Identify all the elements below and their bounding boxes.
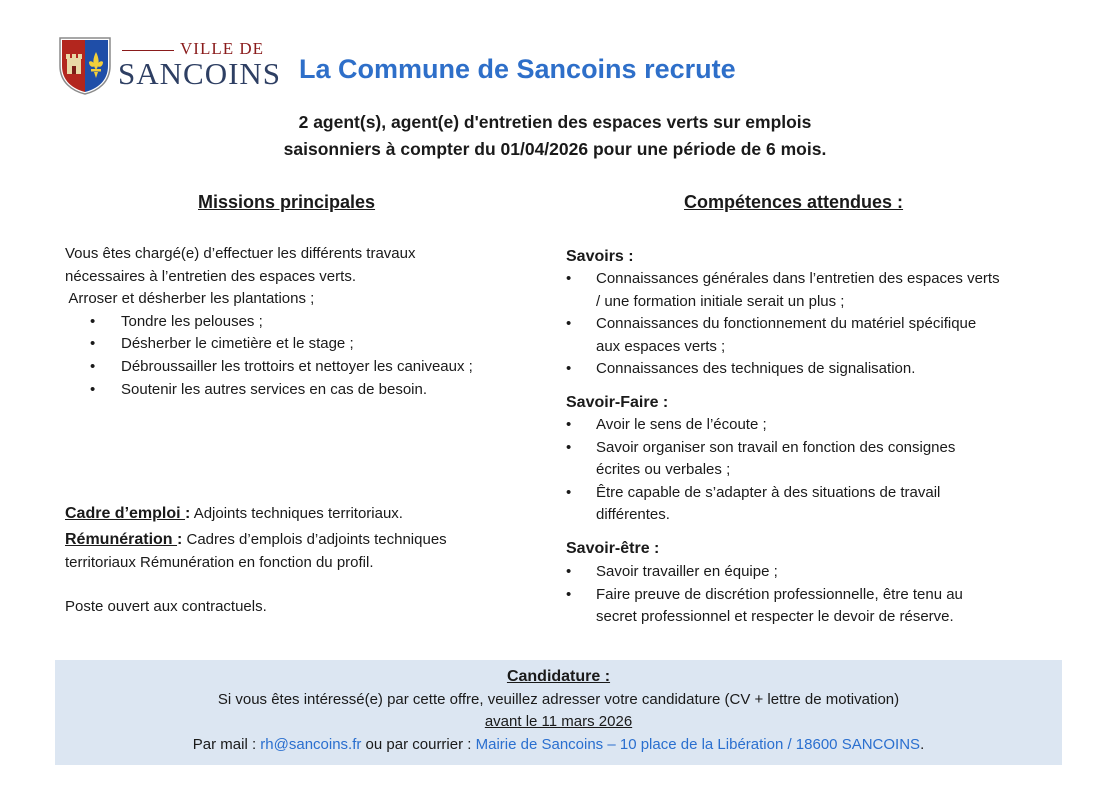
missions-heading: Missions principales: [198, 192, 376, 212]
competences-heading: Compétences attendues :: [684, 192, 904, 212]
remuneration: Rémunération : Cadres d’emplois d’adjoints techniques territoriaux Rémunération en fonction du profil.: [65, 529, 545, 574]
postal-address: Mairie de Sancoins – 10 place de la Libération / 18600 SANCOINS: [475, 735, 921, 753]
list-item: • Débroussailler les trottoirs et nettoyer les caniveaux ;: [90, 357, 473, 375]
list-item: • Savoir organiser son travail en fonction des consignes écrites ou verbales ;: [566, 438, 956, 479]
remuneration-value-2: territoriaux Rémunération en fonction du profil.: [65, 553, 374, 571]
savoirs-title: Savoirs :: [566, 248, 634, 265]
list-item: • Savoir travailler en équipe ;: [566, 563, 778, 580]
logo-ville-de: VILLE DE: [180, 39, 265, 58]
page-title: La Commune de Sancoins recrute: [299, 54, 736, 84]
town-logo: [58, 36, 282, 98]
candidature-instructions: Si vous êtes intéressé(e) par cette offre, veuillez adresser votre candidature (CV + lettre de motivation): [217, 690, 900, 708]
savoir-faire-title: Savoir-Faire :: [566, 394, 669, 411]
list-item: • Soutenir les autres services en cas de besoin.: [90, 380, 427, 398]
missions-intro-1: Vous êtes chargé(e) d’effectuer les différents travaux: [65, 245, 416, 262]
missions-intro-2: nécessaires à l’entretien des espaces verts.: [65, 267, 356, 285]
list-item: • Connaissances des techniques de signalisation.: [566, 360, 916, 378]
candidature-contact: Par mail : rh@sancoins.fr ou par courrier : Mairie de Sancoins – 10 place de la Libération / 18600 SANCOINS.: [192, 735, 925, 753]
candidature-title: Candidature :: [506, 668, 611, 685]
subtitle-line-1: 2 agent(s), agent(e) d'entretien des espaces verts sur emplois: [298, 112, 812, 132]
list-item: • Avoir le sens de l’écoute ;: [566, 416, 767, 433]
poste-ouvert: Poste ouvert aux contractuels.: [65, 598, 267, 615]
list-item: • Connaissances du fonctionnement du matériel spécifique aux espaces verts ;: [566, 315, 977, 355]
candidature-box: [55, 660, 1062, 765]
list-item: • Désherber le cimetière et le stage ;: [90, 335, 354, 353]
list-item: • Faire preuve de discrétion professionnelle, être tenu au secret professionnel et respecter le devoir de réserve.: [566, 585, 963, 626]
remuneration-label: Rémunération: [65, 531, 178, 548]
list-item: • Tondre les pelouses ;: [90, 312, 263, 330]
list-item: • Être capable de s’adapter à des situations de travail différentes.: [566, 483, 941, 524]
email-link[interactable]: rh@sancoins.fr: [260, 735, 362, 753]
savoir-etre-list: [566, 561, 1056, 629]
logo-wordmark: SANCOINS: [118, 56, 282, 91]
candidature-deadline: avant le 11 mars 2026: [484, 713, 633, 730]
savoirs-list: [566, 268, 1056, 381]
coat-of-arms-icon: [58, 36, 112, 96]
job-subtitle: [150, 109, 960, 163]
missions-list: [65, 311, 535, 401]
subtitle-line-2: saisonniers à compter du 01/04/2026 pour une période de 6 mois.: [283, 139, 827, 159]
cadre-emploi: Cadre d’emploi : Adjoints techniques territoriaux.: [65, 505, 403, 522]
savoir-etre-title: Savoir-être :: [566, 540, 660, 557]
savoir-faire-list: [566, 414, 1056, 527]
missions-section: [65, 243, 535, 401]
missions-intro-3: Arroser et désherber les plantations ;: [65, 290, 315, 308]
cadre-label: Cadre d’emploi: [65, 505, 186, 522]
cadre-value: Adjoints techniques territoriaux.: [190, 505, 403, 522]
list-item: • Connaissances générales dans l’entretien des espaces verts / une formation initiale serait un plus ;: [566, 270, 1000, 310]
remuneration-value-1: Cadres d’emplois d’adjoints techniques: [182, 531, 447, 548]
